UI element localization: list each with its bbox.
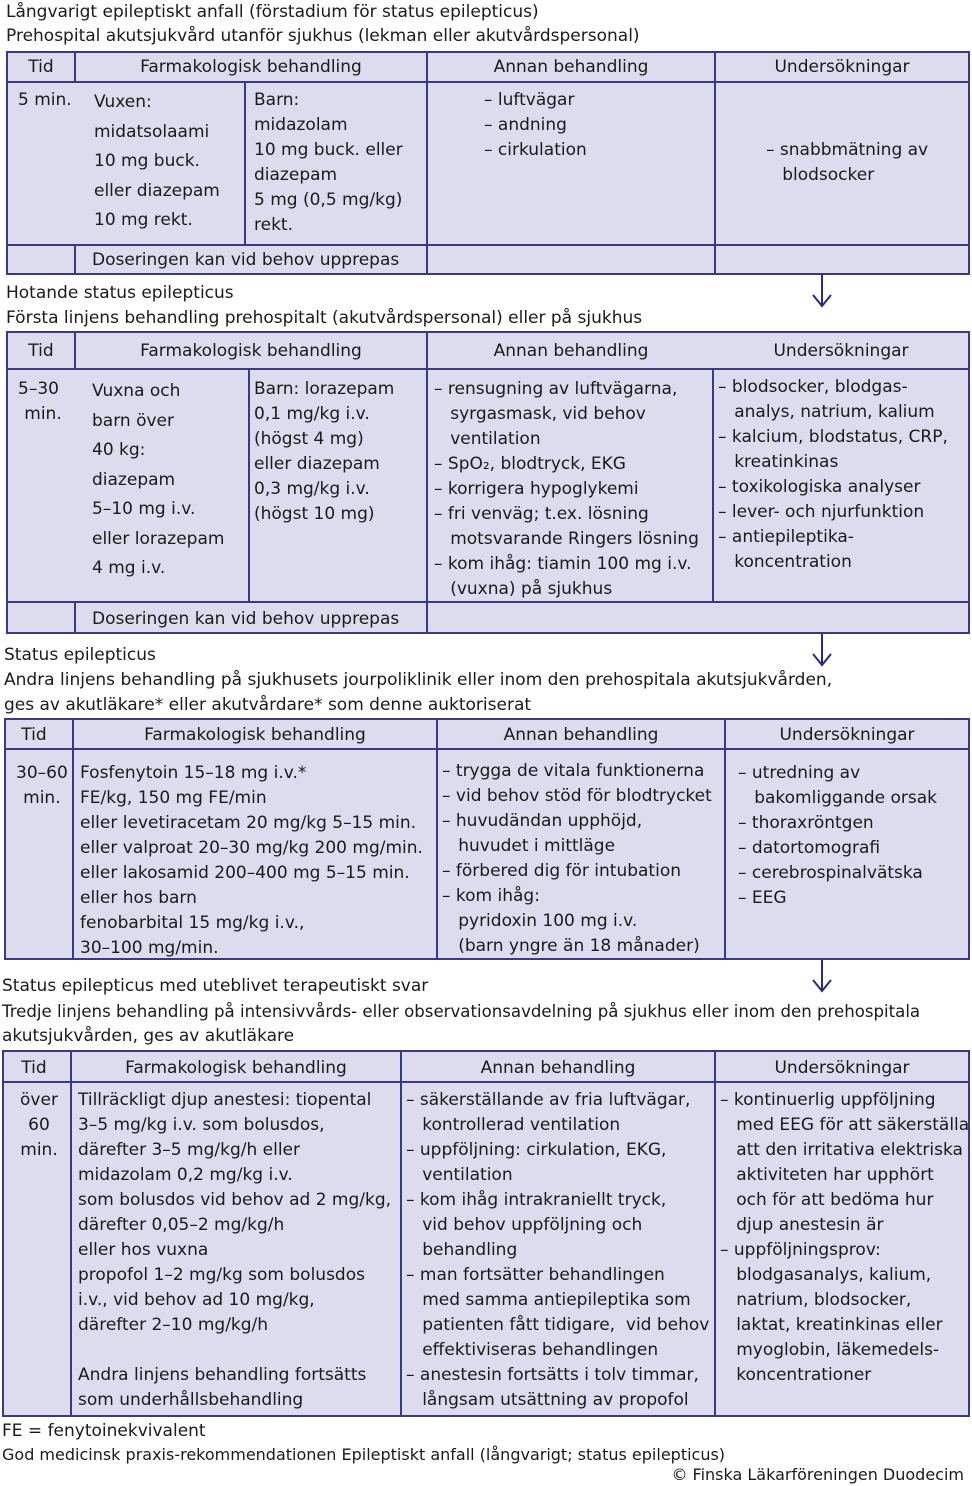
- time-cell: 5 min.: [18, 90, 72, 110]
- copyright: © Finska Läkarföreningen Duodecim: [671, 1465, 964, 1484]
- adult-dosing: Vuxen: midatsolaami 10 mg buck. eller diazepam 10 mg rekt.: [94, 92, 220, 230]
- header-undersokningar: Undersökningar: [774, 57, 910, 77]
- table-section3: [4, 718, 970, 960]
- repeat-dosing-note: Doseringen kan vid behov upprepas: [92, 250, 400, 270]
- source-note: God medicinsk praxis-rekommendationen Epileptiskt anfall (långvarigt; status epilepticus): [2, 1445, 726, 1464]
- examinations-list: – kontinuerlig uppföljning med EEG för att säkerställa att den irritativa elektriska aktiviteten har upphört och för att bedöma hur djup anestesin är – uppföljningsprov: blodgasanalys, kalium, natrium, blodsocker, laktat, kreatinkinas eller myoglobin, läkemedels- koncentrationer: [720, 1090, 970, 1385]
- header-tid: Tid: [21, 725, 47, 745]
- header-undersokningar: Undersökningar: [774, 1058, 910, 1078]
- header-tid: Tid: [28, 341, 54, 361]
- table-section1: [6, 51, 970, 275]
- section2-title: Hotande status epilepticus: [6, 283, 234, 303]
- section1-subtitle: Prehospital akutsjukvård utanför sjukhus (lekman eller akutvårdspersonal): [6, 26, 640, 46]
- time-cell: 5–30 min.: [18, 379, 62, 424]
- other-treatment-list: – luftvägar – andning – cirkulation: [484, 90, 587, 160]
- pharmacological-treatment: Tillräckligt djup anestesi: tiopental 3–5 mg/kg i.v. som bolusdos, därefter 3–5 mg/kg/h eller midazolam 0,2 mg/kg i.v. som bolusdos vid behov ad 2 mg/kg, därefter 0,05–2 mg/kg/h eller hos vuxna propofol 1–2 mg/kg som bolusdos i.v., vid behov ad 10 mg/kg, därefter 2–10 mg/kg/h Andra linjens behandling fortsätts som underhållsbehandling: [78, 1090, 392, 1410]
- header-annan: Annan behandling: [493, 341, 649, 361]
- section1-title: Långvarigt epileptiskt anfall (förstadium för status epilepticus): [6, 2, 539, 22]
- other-treatment-list: – trygga de vitala funktionerna – vid behov stöd för blodtrycket – huvudändan upphöjd, huvudet i mittläge – förbered dig för intubation – kom ihåg: pyridoxin 100 mg i.v. (barn yngre än 18 månader): [442, 761, 712, 956]
- section4-title: Status epilepticus med uteblivet terapeutiskt svar: [2, 976, 429, 996]
- examinations-list: – blodsocker, blodgas- analys, natrium, kalium – kalcium, blodstatus, CRP, kreatinkinas – toxikologiska analyser – lever- och njurfunktion – antiepileptika- koncentration: [718, 377, 948, 572]
- repeat-dosing-note: Doseringen kan vid behov upprepas: [92, 609, 400, 629]
- other-treatment-list: – rensugning av luftvägarna, syrgasmask, vid behov ventilation – SpO₂, blodtryck, EKG – korrigera hypoglykemi – fri venväg; t.ex. lösning motsvarande Ringers lösning – kom ihåg: tiamin 100 mg i.v. (vuxna) på sjukhus: [434, 379, 699, 599]
- child-dosing: Barn: lorazepam 0,1 mg/kg i.v. (högst 4 mg) eller diazepam 0,3 mg/kg i.v. (högst 10 mg): [254, 379, 395, 524]
- examinations-list: – utredning av bakomliggande orsak – thoraxröntgen – datortomografi – cerebrospinalvätska – EEG: [738, 763, 938, 908]
- section2-subtitle: Första linjens behandling prehospitalt (akutvårdspersonal) eller på sjukhus: [6, 308, 643, 328]
- arrow-down-icon: [810, 634, 834, 670]
- header-farmakologisk: Farmakologisk behandling: [144, 725, 366, 745]
- pharmacological-treatment: Fosfenytoin 15–18 mg i.v.* FE/kg, 150 mg FE/min eller levetiracetam 20 mg/kg 5–15 min. eller valproat 20–30 mg/kg 200 mg/min. eller lakosamid 200–400 mg 5–15 min. eller hos barn fenobarbital 15 mg/kg i.v., 30–100 mg/min.: [80, 763, 423, 958]
- header-farmakologisk: Farmakologisk behandling: [140, 57, 362, 77]
- table-section2: [6, 331, 970, 634]
- section3-subtitle-line2: ges av akutläkare* eller akutvårdare* som denne auktoriserat: [4, 695, 532, 715]
- header-annan: Annan behandling: [503, 725, 659, 745]
- examinations-list: – snabbmätning av blodsocker: [766, 140, 929, 185]
- other-treatment-list: – säkerställande av fria luftvägar, kontrollerad ventilation – uppföljning: cirkulation, EKG, ventilation – kom ihåg intrakraniellt tryck, vid behov uppföljning och behandling – man fortsätter behandlingen med samma antiepileptika som patienten fått tidigare, vid behov effektiviseras behandlingen – anestesin fortsätts i tolv timmar, långsam utsättning av propofol: [406, 1090, 710, 1410]
- header-tid: Tid: [21, 1058, 47, 1078]
- arrow-down-icon: [810, 960, 834, 996]
- child-dosing: Barn: midazolam 10 mg buck. eller diazepam 5 mg (0,5 mg/kg) rekt.: [254, 90, 403, 235]
- header-annan: Annan behandling: [480, 1058, 636, 1078]
- section4-subtitle-line1: Tredje linjens behandling på intensivvårds- eller observationsavdelning på sjukhus eller inom den prehospitala: [2, 1002, 921, 1021]
- header-farmakologisk: Farmakologisk behandling: [140, 341, 362, 361]
- header-annan: Annan behandling: [493, 57, 649, 77]
- time-cell: över 60 min.: [20, 1090, 58, 1160]
- header-farmakologisk: Farmakologisk behandling: [125, 1058, 347, 1078]
- header-undersokningar: Undersökningar: [779, 725, 915, 745]
- table-section4: [2, 1050, 970, 1417]
- adult-dosing: Vuxna och barn över 40 kg: diazepam 5–10 mg i.v. eller lorazepam 4 mg i.v.: [92, 381, 225, 578]
- section3-title: Status epilepticus: [4, 645, 156, 665]
- section4-subtitle-line2: akutsjukvården, ges av akutläkare: [2, 1026, 295, 1046]
- header-tid: Tid: [28, 57, 54, 77]
- arrow-down-icon: [810, 275, 834, 311]
- section3-subtitle-line1: Andra linjens behandling på sjukhusets jourpoliklinik eller inom den prehospitala akutsjukvården,: [4, 670, 833, 690]
- footnote-fe: FE = fenytoinekvivalent: [2, 1421, 206, 1441]
- header-undersokningar: Undersökningar: [773, 341, 909, 361]
- time-cell: 30–60 min.: [16, 763, 68, 808]
